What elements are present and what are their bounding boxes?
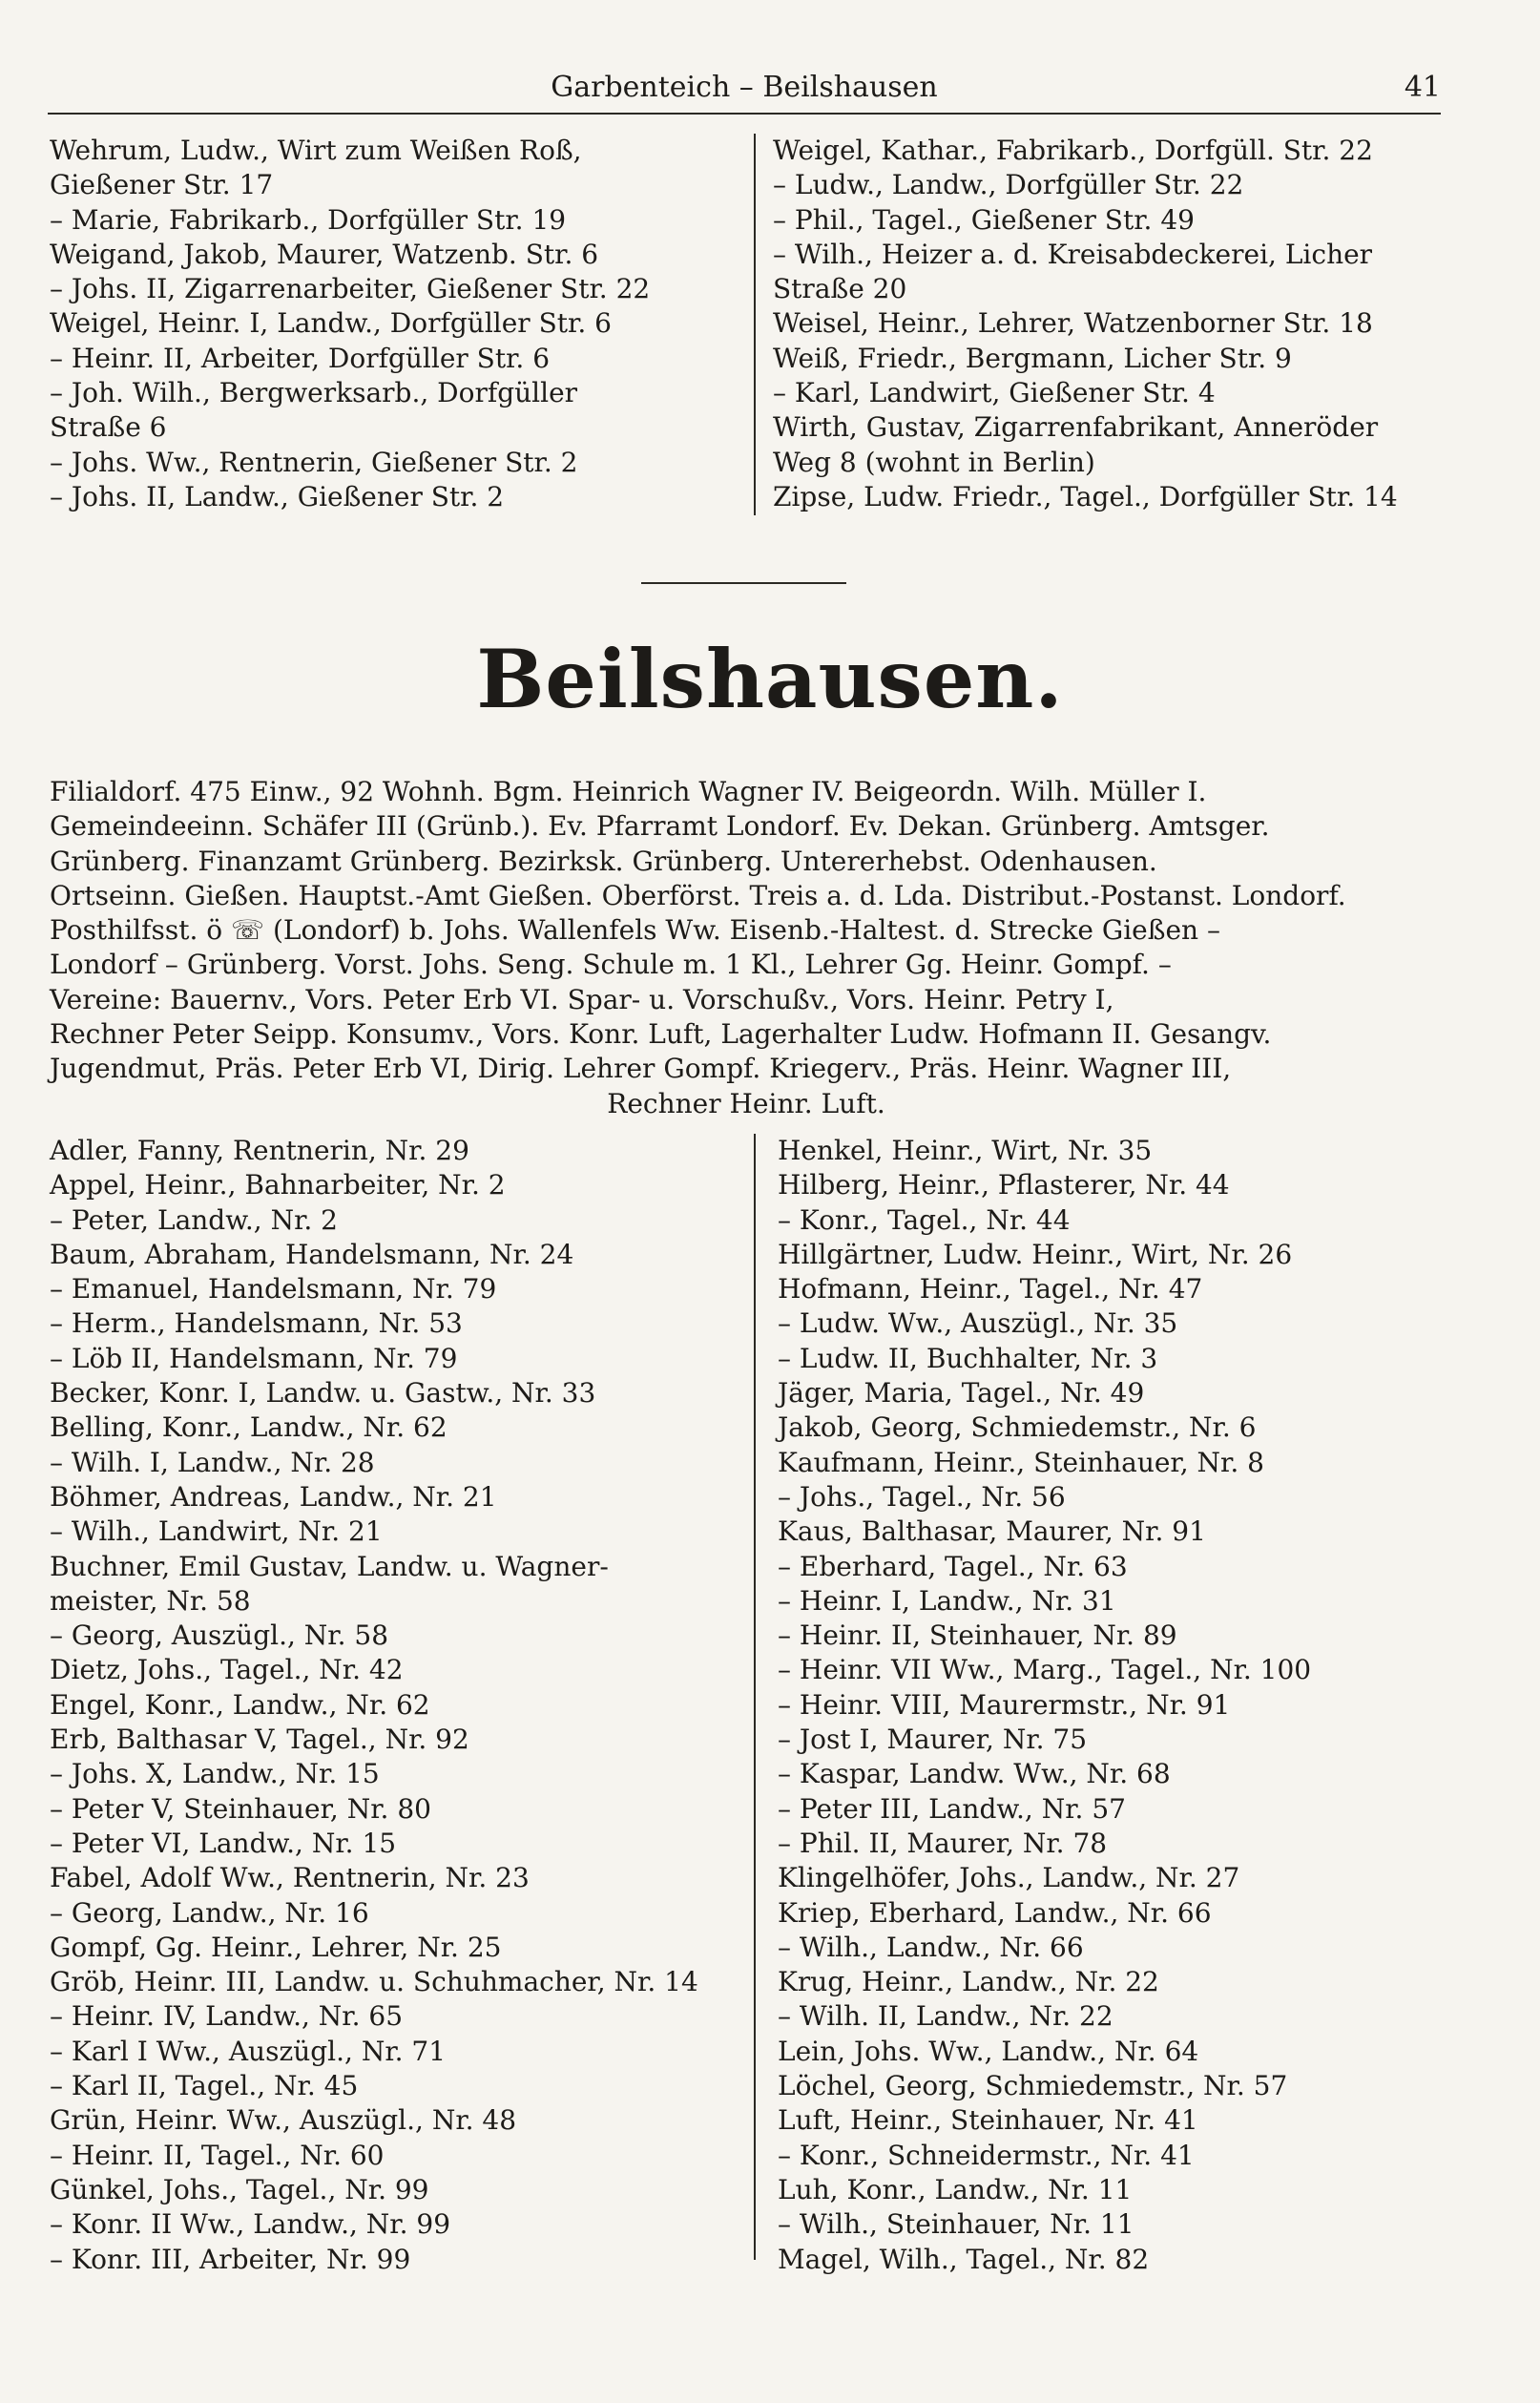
directory-entry: – Joh. Wilh., Bergwerksarb., Dorfgüller (50, 377, 578, 409)
directory-entry: meister, Nr. 58 (50, 1584, 251, 1617)
directory-entry: – Georg, Landw., Nr. 16 (50, 1896, 369, 1929)
directory-entry: Weg 8 (wohnt in Berlin) (773, 446, 1095, 478)
column-divider (754, 134, 756, 515)
directory-column-top-left (50, 134, 746, 514)
page-number: 41 (1404, 71, 1441, 104)
directory-entry: Zipse, Ludw. Friedr., Tagel., Dorfgüller Str. 14 (773, 480, 1398, 512)
intro-line: Grünberg. Finanzamt Grünberg. Bezirksk. Grünberg. Untererhebst. Odenhausen. (50, 845, 1157, 877)
directory-entry: Baum, Abraham, Handelsmann, Nr. 24 (50, 1238, 574, 1270)
directory-entry: – Johs. II, Zigarrenarbeiter, Gießener Str. 22 (50, 273, 651, 305)
directory-entry: – Peter III, Landw., Nr. 57 (778, 1792, 1126, 1825)
directory-entry: Weisel, Heinr., Lehrer, Watzenborner Str. 18 (773, 307, 1373, 340)
directory-entry: Straße 20 (773, 273, 907, 305)
directory-entry: Wirth, Gustav, Zigarrenfabrikant, Anneröder (773, 411, 1379, 444)
running-head (48, 65, 1441, 115)
directory-entry: – Heinr. VII Ww., Marg., Tagel., Nr. 100 (778, 1654, 1312, 1686)
intro-line: Gemeindeeinn. Schäfer III (Grünb.). Ev. Pfarramt Londorf. Ev. Dekan. Grünberg. Amtsger. (50, 810, 1270, 843)
intro-line: Vereine: Bauernv., Vors. Peter Erb VI. Spar- u. Vorschußv., Vors. Heinr. Petry I, (50, 983, 1114, 1015)
directory-entry: – Johs. X, Landw., Nr. 15 (50, 1758, 380, 1790)
directory-entry: Kaus, Balthasar, Maurer, Nr. 91 (778, 1515, 1206, 1548)
directory-entry: Erb, Balthasar V, Tagel., Nr. 92 (50, 1724, 469, 1756)
directory-column-bottom-right (778, 1134, 1446, 2277)
directory-entry: Löchel, Georg, Schmiedemstr., Nr. 57 (778, 2070, 1288, 2102)
directory-column-top-right (773, 134, 1446, 514)
directory-entry: – Konr. II Ww., Landw., Nr. 99 (50, 2208, 451, 2241)
directory-entry: – Heinr. II, Arbeiter, Dorfgüller Str. 6 (50, 342, 551, 374)
section-separator-rule (641, 582, 846, 584)
directory-entry: Fabel, Adolf Ww., Rentnerin, Nr. 23 (50, 1862, 530, 1894)
intro-line: Rechner Peter Seipp. Konsumv., Vors. Konr. Luft, Lagerhalter Ludw. Hofmann II. Gesangv. (50, 1018, 1272, 1051)
directory-entry: – Peter V, Steinhauer, Nr. 80 (50, 1792, 431, 1825)
running-title: Garbenteich – Beilshausen (551, 71, 938, 104)
directory-entry: Hillgärtner, Ludw. Heinr., Wirt, Nr. 26 (778, 1238, 1293, 1270)
directory-entry: – Löb II, Handelsmann, Nr. 79 (50, 1342, 458, 1374)
directory-entry: – Karl II, Tagel., Nr. 45 (50, 2070, 359, 2102)
directory-entry: – Marie, Fabrikarb., Dorfgüller Str. 19 (50, 203, 567, 236)
directory-entry: – Johs., Tagel., Nr. 56 (778, 1480, 1066, 1513)
directory-entry: – Wilh., Landw., Nr. 66 (778, 1931, 1084, 1963)
directory-entry: Jäger, Maria, Tagel., Nr. 49 (778, 1377, 1145, 1410)
directory-entry: Weigel, Heinr. I, Landw., Dorfgüller Str. 6 (50, 307, 612, 340)
section-intro (50, 775, 1443, 1121)
directory-entry: – Wilh., Steinhauer, Nr. 11 (778, 2208, 1134, 2241)
directory-entry: – Ludw. Ww., Auszügl., Nr. 35 (778, 1307, 1178, 1340)
directory-entry: – Peter VI, Landw., Nr. 15 (50, 1827, 397, 1859)
directory-entry: Günkel, Johs., Tagel., Nr. 99 (50, 2173, 429, 2205)
directory-entry: Weiß, Friedr., Bergmann, Licher Str. 9 (773, 342, 1292, 374)
directory-entry: – Ludw. II, Buchhalter, Nr. 3 (778, 1342, 1158, 1374)
directory-entry: – Heinr. II, Tagel., Nr. 60 (50, 2139, 385, 2171)
directory-entry: Hofmann, Heinr., Tagel., Nr. 47 (778, 1273, 1203, 1306)
directory-entry: – Heinr. IV, Landw., Nr. 65 (50, 2000, 404, 2033)
section-title: Beilshausen. (476, 632, 1064, 726)
directory-entry: – Phil., Tagel., Gießener Str. 49 (773, 203, 1195, 236)
directory-entry: Hilberg, Heinr., Pflasterer, Nr. 44 (778, 1169, 1230, 1202)
directory-entry: – Eberhard, Tagel., Nr. 63 (778, 1550, 1128, 1582)
directory-entry: Wehrum, Ludw., Wirt zum Weißen Roß, (50, 135, 582, 166)
directory-entry: Kaufmann, Heinr., Steinhauer, Nr. 8 (778, 1446, 1264, 1478)
directory-entry: – Herm., Handelsmann, Nr. 53 (50, 1307, 463, 1340)
column-divider (754, 1134, 756, 2260)
directory-entry: – Konr. III, Arbeiter, Nr. 99 (50, 2243, 411, 2275)
directory-entry: – Phil. II, Maurer, Nr. 78 (778, 1827, 1108, 1859)
directory-entry: – Kaspar, Landw. Ww., Nr. 68 (778, 1758, 1171, 1790)
directory-entry: Weigand, Jakob, Maurer, Watzenb. Str. 6 (50, 238, 599, 270)
directory-entry: – Heinr. II, Steinhauer, Nr. 89 (778, 1619, 1177, 1652)
directory-entry: – Wilh., Landwirt, Nr. 21 (50, 1515, 383, 1548)
directory-entry: Grün, Heinr. Ww., Auszügl., Nr. 48 (50, 2104, 517, 2137)
directory-entry: Buchner, Emil Gustav, Landw. u. Wagner- (50, 1550, 609, 1582)
header-rule (48, 113, 1441, 115)
directory-entry: Gießener Str. 17 (50, 169, 274, 201)
directory-entry: – Jost I, Maurer, Nr. 75 (778, 1724, 1088, 1756)
intro-line: Filialdorf. 475 Einw., 92 Wohnh. Bgm. Heinrich Wagner IV. Beigeordn. Wilh. Müller I. (50, 776, 1207, 807)
intro-line: Ortseinn. Gießen. Hauptst.-Amt Gießen. Oberförst. Treis a. d. Lda. Distribut.-Postanst. Londorf. (50, 879, 1346, 911)
directory-column-bottom-left (50, 1134, 746, 2277)
directory-entry: Appel, Heinr., Bahnarbeiter, Nr. 2 (50, 1169, 506, 1202)
directory-entry: – Heinr. VIII, Maurermstr., Nr. 91 (778, 1688, 1231, 1721)
directory-entry: – Georg, Auszügl., Nr. 58 (50, 1619, 389, 1652)
directory-entry: Weigel, Kathar., Fabrikarb., Dorfgüll. Str. 22 (773, 135, 1373, 166)
directory-entry: Straße 6 (50, 411, 167, 444)
intro-line: Londorf – Grünberg. Vorst. Johs. Seng. Schule m. 1 Kl., Lehrer Gg. Heinr. Gompf. – (50, 949, 1172, 981)
directory-entry: Engel, Konr., Landw., Nr. 62 (50, 1688, 430, 1721)
directory-entry: – Konr., Schneidermstr., Nr. 41 (778, 2139, 1195, 2171)
directory-entry: – Wilh. I, Landw., Nr. 28 (50, 1446, 375, 1478)
directory-entry: Gompf, Gg. Heinr., Lehrer, Nr. 25 (50, 1931, 502, 1963)
intro-line: Jugendmut, Präs. Peter Erb VI, Dirig. Lehrer Gompf. Kriegerv., Präs. Heinr. Wagner III, (50, 1053, 1232, 1085)
directory-entry: – Karl I Ww., Auszügl., Nr. 71 (50, 2035, 447, 2067)
directory-entry: Adler, Fanny, Rentnerin, Nr. 29 (50, 1135, 469, 1166)
intro-line: Rechner Heinr. Luft. (607, 1087, 885, 1119)
directory-entry: – Wilh. II, Landw., Nr. 22 (778, 2000, 1113, 2033)
directory-entry: Lein, Johs. Ww., Landw., Nr. 64 (778, 2035, 1199, 2067)
directory-entry: – Konr., Tagel., Nr. 44 (778, 1203, 1071, 1236)
directory-entry: – Johs. II, Landw., Gießener Str. 2 (50, 480, 505, 512)
directory-entry: Luh, Konr., Landw., Nr. 11 (778, 2173, 1133, 2205)
directory-entry: Klingelhöfer, Johs., Landw., Nr. 27 (778, 1862, 1240, 1894)
directory-entry: – Johs. Ww., Rentnerin, Gießener Str. 2 (50, 446, 578, 478)
directory-entry: Belling, Konr., Landw., Nr. 62 (50, 1411, 447, 1444)
directory-entry: Dietz, Johs., Tagel., Nr. 42 (50, 1654, 404, 1686)
directory-entry: Böhmer, Andreas, Landw., Nr. 21 (50, 1480, 497, 1513)
directory-entry: Jakob, Georg, Schmiedemstr., Nr. 6 (778, 1411, 1257, 1444)
directory-entry: – Karl, Landwirt, Gießener Str. 4 (773, 377, 1216, 409)
directory-entry: Krug, Heinr., Landw., Nr. 22 (778, 1966, 1159, 1998)
directory-entry: Kriep, Eberhard, Landw., Nr. 66 (778, 1896, 1212, 1929)
directory-entry: Becker, Konr. I, Landw. u. Gastw., Nr. 33 (50, 1377, 596, 1410)
intro-line: Posthilfsst. ö ☏ (Londorf) b. Johs. Wallenfels Ww. Eisenb.-Haltest. d. Strecke Gießen – (50, 914, 1220, 947)
directory-entry: – Heinr. I, Landw., Nr. 31 (778, 1584, 1116, 1617)
directory-entry: Gröb, Heinr. III, Landw. u. Schuhmacher, Nr. 14 (50, 1966, 698, 1998)
directory-entry: – Emanuel, Handelsmann, Nr. 79 (50, 1273, 497, 1306)
directory-entry: Magel, Wilh., Tagel., Nr. 82 (778, 2243, 1150, 2275)
directory-entry: – Ludw., Landw., Dorfgüller Str. 22 (773, 169, 1244, 201)
directory-entry: Henkel, Heinr., Wirt, Nr. 35 (778, 1135, 1153, 1166)
directory-entry: – Wilh., Heizer a. d. Kreisabdeckerei, Licher (773, 238, 1373, 270)
directory-entry: Luft, Heinr., Steinhauer, Nr. 41 (778, 2104, 1198, 2137)
directory-entry: – Peter, Landw., Nr. 2 (50, 1203, 338, 1236)
